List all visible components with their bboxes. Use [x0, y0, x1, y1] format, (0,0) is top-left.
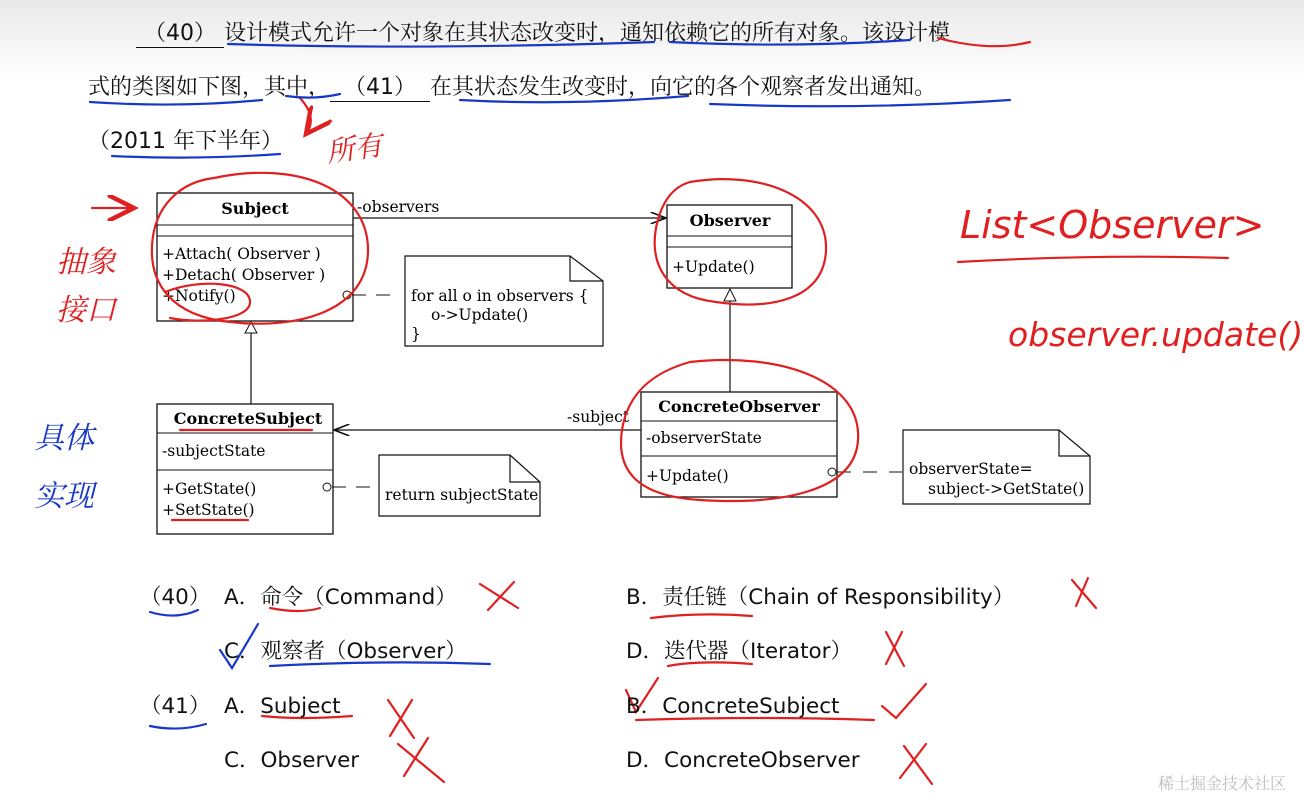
option-40-a[interactable]: A．命令（Command） — [224, 585, 457, 610]
association-observers — [353, 198, 666, 218]
option-40-d[interactable]: D．迭代器（Iterator） — [626, 639, 852, 664]
x-mark-41c — [398, 738, 444, 782]
generalization-subject — [245, 322, 257, 404]
question-source: （2011 年下半年） — [88, 129, 283, 154]
association-observers-label: -observers — [357, 198, 440, 216]
watermark: 稀土掘金技术社区 — [1157, 774, 1286, 793]
class-concrete-observer — [641, 392, 837, 497]
note-notify-line-3: } — [411, 325, 421, 343]
note-getstate-text: return subjectState — [385, 486, 539, 504]
hw-list-observer: List<Observer> — [960, 203, 1265, 247]
hw-observer-update: observer.update() — [1008, 315, 1304, 354]
concrete-subject-attr: -subjectState — [162, 442, 266, 460]
concrete-subject-name: ConcreteSubject — [173, 409, 323, 428]
class-observer — [667, 205, 792, 288]
question-line-1-text: 设计模式允许一个对象在其状态改变时，通知依赖它的所有对象。该设计模 — [224, 21, 951, 46]
x-mark-40d — [886, 632, 904, 666]
blank-41: （41） — [330, 70, 430, 102]
option-40-c[interactable]: C．观察者（Observer） — [224, 639, 467, 664]
blank-40: （40） — [136, 16, 224, 48]
hw-left-bottom-1: 具体 — [34, 421, 94, 456]
class-subject — [157, 193, 353, 321]
option-40-b[interactable]: B．责任链（Chain of Responsibility） — [626, 585, 1015, 610]
observer-op-update: +Update() — [672, 258, 755, 276]
subject-op-attach: +Attach( Observer ) — [162, 245, 321, 263]
question-line-2-text-b: 在其状态发生改变时，向它的各个观察者发出通知。 — [430, 75, 937, 100]
q40-label: （40） — [140, 585, 211, 610]
concrete-observer-op-update: +Update() — [646, 467, 729, 485]
option-41-d[interactable]: D．ConcreteObserver — [626, 748, 860, 773]
option-41-b[interactable]: B．ConcreteSubject — [626, 694, 840, 719]
check-41b — [882, 684, 926, 718]
note-notify-line-2: o->Update() — [431, 306, 529, 324]
handwritten-blue-annotations — [90, 40, 1010, 729]
option-41-a[interactable]: A．Subject — [224, 694, 341, 719]
observer-name: Observer — [689, 211, 771, 230]
note-notify — [343, 256, 603, 346]
subject-op-detach: +Detach( Observer ) — [162, 266, 326, 284]
association-subject-label: -subject — [567, 408, 629, 426]
subject-name: Subject — [221, 199, 289, 218]
note-update — [828, 430, 1090, 504]
note-getstate — [323, 455, 540, 516]
concrete-subject-op-setstate: +SetState() — [162, 501, 255, 519]
option-41-c[interactable]: C．Observer — [224, 748, 360, 773]
x-mark-40a — [480, 582, 518, 610]
subject-op-notify: +Notify() — [162, 287, 236, 305]
note-update-line-1: observerState= — [909, 460, 1033, 478]
question-line-2-text-a: 式的类图如下图，其中， — [88, 75, 331, 100]
hw-suoyou: 所有 — [324, 128, 385, 169]
x-mark-41d — [900, 744, 932, 784]
x-mark-41a — [388, 700, 414, 738]
association-subject — [334, 408, 641, 430]
hw-left-top-1: 抽象 — [56, 245, 116, 280]
class-concrete-subject — [157, 404, 333, 534]
concrete-observer-attr: -observerState — [646, 429, 762, 447]
note-notify-line-1: for all o in observers { — [411, 287, 589, 305]
hw-left-top-2: 接口 — [56, 293, 116, 328]
hw-left-bottom-2: 实现 — [34, 479, 94, 514]
note-update-line-2: subject->GetState() — [928, 480, 1085, 498]
q41-label: （41） — [140, 694, 211, 719]
x-mark-40b — [1072, 578, 1096, 608]
concrete-subject-op-getstate: +GetState() — [162, 480, 257, 498]
concrete-observer-name: ConcreteObserver — [658, 397, 820, 416]
